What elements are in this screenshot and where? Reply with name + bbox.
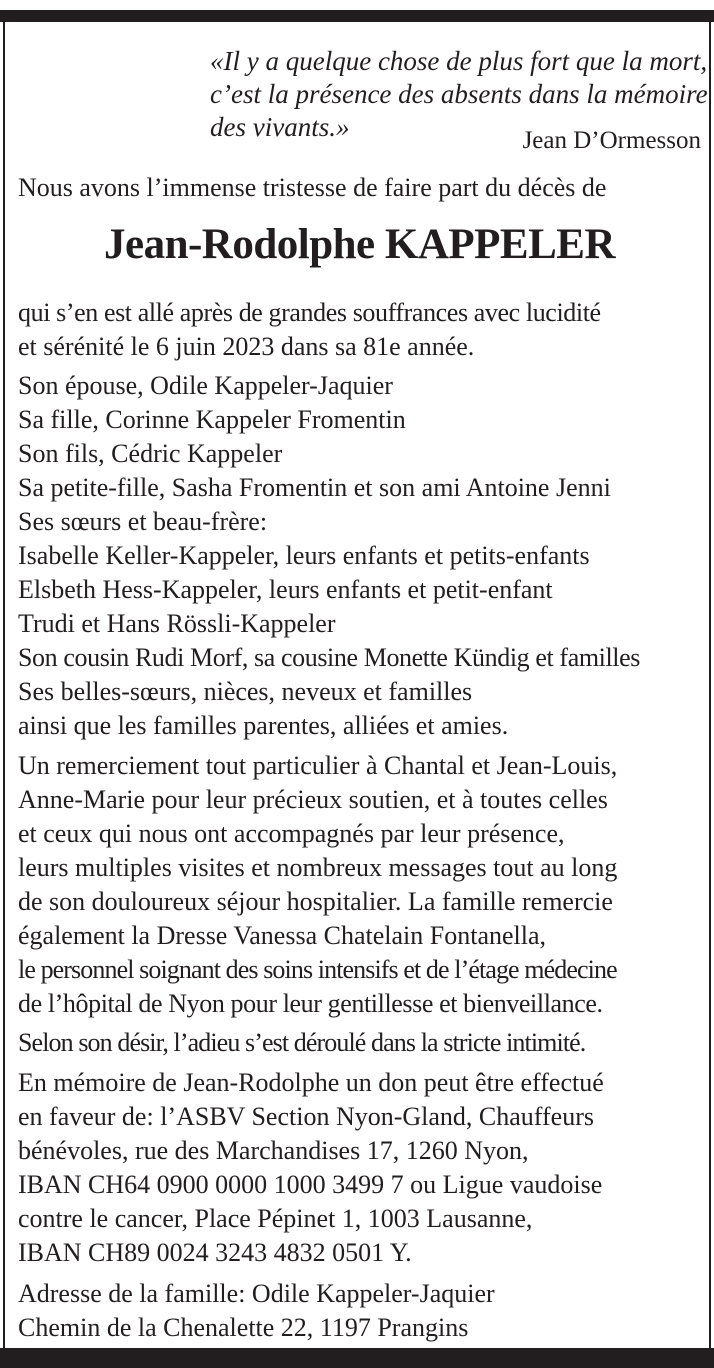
family-member-line: Ses belles-sœurs, nièces, neveux et familles <box>18 677 473 706</box>
notice-frame <box>3 22 711 1348</box>
family-member-line: Sa fille, Corinne Kappeler Fromentin <box>18 405 406 434</box>
farewell-line: Selon son désir, l’adieu s’est déroulé dans la stricte intimité. <box>18 1028 586 1057</box>
family-address-line: Chemin de la Chenalette 22, 1197 Prangins <box>18 1313 469 1342</box>
quote-attribution: Jean D’Ormesson <box>522 127 701 154</box>
death-details-line: qui s’en est allé après de grandes souffrances avec lucidité <box>18 298 601 327</box>
family-member-line: ainsi que les familles parentes, alliées et amies. <box>18 711 509 740</box>
quote-line: «Il y a quelque chose de plus fort que la mort, <box>210 46 708 76</box>
death-details-line: et sérénité le 6 juin 2023 dans sa 81e année. <box>18 332 475 361</box>
intro-line: Nous avons l’immense tristesse de faire part du décès de <box>18 173 607 202</box>
family-member-line: Son fils, Cédric Kappeler <box>18 439 283 468</box>
family-member-line: Sa petite-fille, Sasha Fromentin et son ami Antoine Jenni <box>18 473 611 502</box>
donation-info <box>18 1066 701 1270</box>
bottom-rule <box>0 1348 714 1368</box>
quote-line: des vivants.» <box>210 112 350 142</box>
acknowledgement-line: et ceux qui nous ont accompagnés par leur présence, <box>18 819 565 848</box>
quote-last-row <box>210 111 701 154</box>
donation-info-line: IBAN CH89 0024 3243 4832 0501 Y. <box>18 1238 412 1267</box>
acknowledgement-line: Un remerciement tout particulier à Chantal et Jean-Louis, <box>18 751 618 780</box>
death-details <box>18 296 701 364</box>
acknowledgement-line: le personnel soignant des soins intensifs et de l’étage médecine <box>18 955 617 984</box>
epigraph-quote <box>210 45 708 154</box>
acknowledgements <box>18 749 701 1021</box>
family-member-line: Trudi et Hans Rössli-Kappeler <box>18 609 336 638</box>
acknowledgement-line: de l’hôpital de Nyon pour leur gentillesse et bienveillance. <box>18 989 603 1018</box>
family-member-line: Elsbeth Hess-Kappeler, leurs enfants et petit-enfant <box>18 575 553 604</box>
acknowledgement-line: Anne-Marie pour leur précieux soutien, et à toutes celles <box>18 785 608 814</box>
acknowledgement-line: leurs multiples visites et nombreux messages tout au long <box>18 853 618 882</box>
family-list <box>18 369 701 743</box>
donation-info-line: En mémoire de Jean-Rodolphe un don peut être effectué <box>18 1068 604 1097</box>
acknowledgement-line: de son douloureux séjour hospitalier. La famille remercie <box>18 887 613 916</box>
family-member-line: Isabelle Keller-Kappeler, leurs enfants et petits-enfants <box>18 541 590 570</box>
donation-info-line: en faveur de: l’ASBV Section Nyon-Gland, Chauffeurs <box>18 1102 594 1131</box>
donation-info-line: bénévoles, rue des Marchandises 17, 1260 Nyon, <box>18 1136 529 1165</box>
family-member-line: Ses sœurs et beau-frère: <box>18 507 268 536</box>
donation-info-line: IBAN CH64 0900 0000 1000 3499 7 ou Ligue vaudoise <box>18 1170 603 1199</box>
family-address <box>18 1277 701 1345</box>
farewell-statement <box>18 1026 701 1060</box>
donation-info-line: contre le cancer, Place Pépinet 1, 1003 Lausanne, <box>18 1204 533 1233</box>
deceased-name: Jean-Rodolphe KAPPELER <box>103 221 616 268</box>
family-member-line: Son épouse, Odile Kappeler-Jaquier <box>18 371 393 400</box>
acknowledgement-line: également la Dresse Vanessa Chatelain Fontanella, <box>18 921 547 950</box>
quote-line: c’est la présence des absents dans la mémoire <box>210 79 708 109</box>
family-member-line: Son cousin Rudi Morf, sa cousine Monette Kündig et familles <box>18 643 640 672</box>
family-address-line: Adresse de la famille: Odile Kappeler-Jaquier <box>18 1279 495 1308</box>
top-rule <box>0 10 714 22</box>
